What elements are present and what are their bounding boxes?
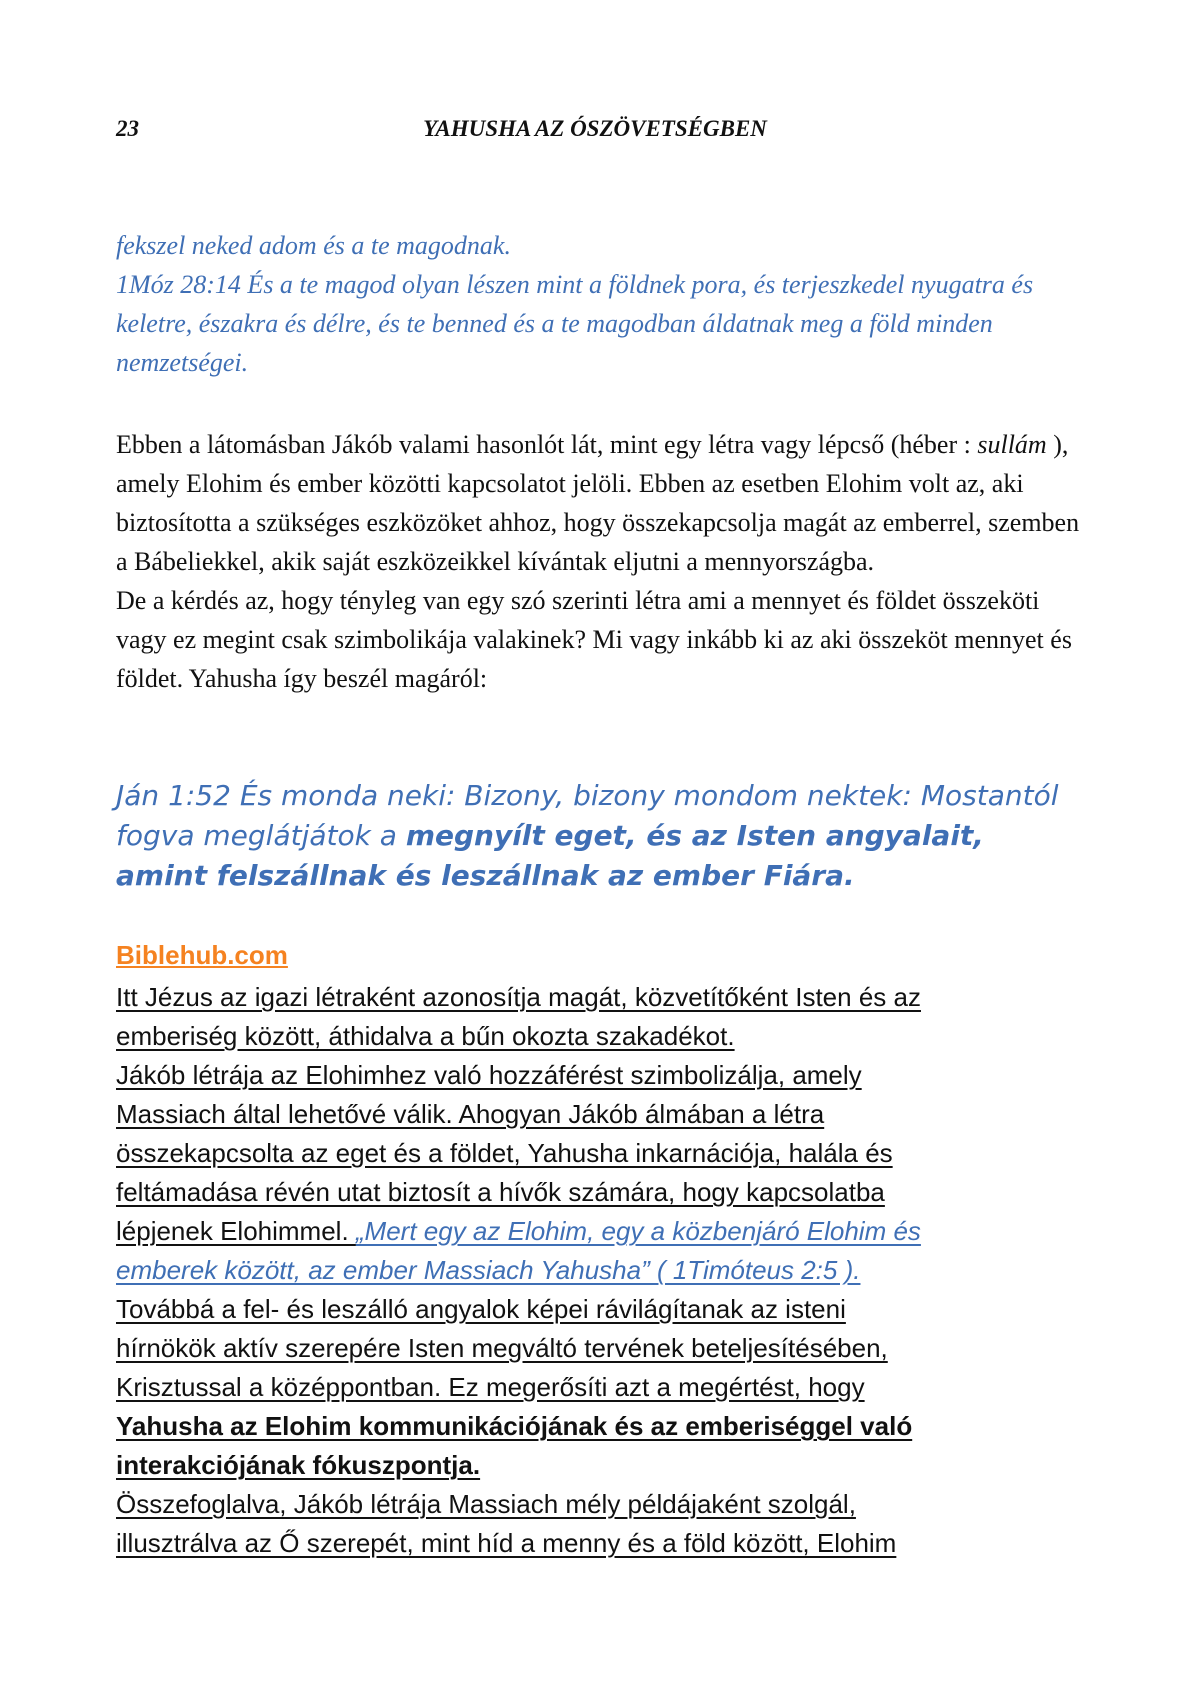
text-line — [116, 1485, 1080, 1524]
line-text: feltámadása révén utat biztosít a hívők számára, hogy kapcsolatba — [116, 1177, 885, 1207]
text-line — [116, 1446, 1080, 1485]
source-link-biblehub[interactable]: Biblehub.com — [116, 940, 288, 970]
line-text: illusztrálva az Ő szerepét, mint híd a menny és a föld között, Elohim — [116, 1528, 897, 1558]
text-line — [116, 1290, 1080, 1329]
scripture-quote-john — [116, 776, 1080, 896]
text-line — [116, 1329, 1080, 1368]
inline-quote: „Mert egy az Elohim, egy a közbenjáró Elohim és — [355, 1216, 921, 1246]
line-text: lépjenek Elohimmel. — [116, 1216, 356, 1246]
quote-text: Ján 1:52 És monda neki: Bizony, bizony mondom nektek: Mostantól fogva meglátjátok a — [116, 779, 1059, 852]
scripture-quote-genesis — [116, 226, 1080, 382]
text-line — [116, 1134, 1080, 1173]
paragraph-question: De a kérdés az, hogy tényleg van egy szó szerinti létra ami a mennyet és földet összeköti vagy ez megint csak szimbolikája valakinek? Mi vagy inkább ki az aki összeköt mennyet és földet. Yahusha így beszél magáról: — [116, 586, 1072, 693]
running-title: YAHUSHA AZ ÓSZÖVETSÉGBEN — [423, 116, 767, 141]
paragraph-text: Ebben a látomásban Jákób valami hasonlót lát, mint egy létra vagy lépcső (héber : — [116, 430, 978, 459]
text-line — [116, 1095, 1080, 1134]
page-header — [116, 116, 1074, 152]
text-line — [116, 1017, 1080, 1056]
text-line — [116, 1212, 1080, 1251]
line-text: Itt Jézus az igazi létraként azonosítja magát, közvetítőként Isten és az — [116, 982, 921, 1012]
bold-line-text: Yahusha az Elohim kommunikációjának és az emberiséggel való — [116, 1411, 913, 1441]
text-line — [116, 1056, 1080, 1095]
line-text: Összefoglalva, Jákób létrája Massiach mély példájaként szolgál, — [116, 1489, 856, 1519]
text-line — [116, 1251, 1080, 1290]
line-text: Massiach által lehetővé válik. Ahogyan Jákób álmában a létra — [116, 1099, 825, 1129]
commentary-text — [116, 978, 1080, 1563]
line-text: összekapcsolta az eget és a földet, Yahusha inkarnációja, halála és — [116, 1138, 893, 1168]
bold-line-text: interakciójának fókuszpontja. — [116, 1450, 481, 1480]
quote-verse: 1Móz 28:14 És a te magod olyan lészen mint a földnek pora, és terjeszkedel nyugatra és keletre, északra és délre, és te benned és a te magodban áldatnak meg a föld minden nemzetségei. — [116, 270, 1034, 377]
text-line — [116, 978, 1080, 1017]
quote-emphasis: megnyílt eget, és az Isten angyalait, amint felszállnak és leszállnak az ember Fiára. — [116, 819, 984, 892]
text-line — [116, 1173, 1080, 1212]
line-text: Továbbá a fel- és leszálló angyalok képei rávilágítanak az isteni — [116, 1294, 846, 1324]
text-line — [116, 1407, 1080, 1446]
text-line — [116, 1524, 1080, 1563]
inline-quote: emberek között, az ember Massiach Yahusha” ( 1Timóteus 2:5 ). — [116, 1255, 861, 1285]
line-text: Jákób létrája az Elohimhez való hozzáférést szimbolizálja, amely — [116, 1060, 862, 1090]
paragraph-text: ), amely Elohim és ember közötti kapcsolatot jelöli. Ebben az esetben Elohim volt az, aki biztosította a szükséges eszközöket ahhoz, hogy összekapcsolja magát az emberrel, szemben a Bábeliekkel, akik saját eszközeikkel kívántak eljutni a mennyországba. — [116, 430, 1080, 576]
quote-continuation: fekszel neked adom és a te magodnak. — [116, 231, 511, 260]
hebrew-term: sullám — [977, 430, 1047, 459]
line-text: emberiség között, áthidalva a bűn okozta szakadékot. — [116, 1021, 735, 1051]
text-line — [116, 1368, 1080, 1407]
line-text: hírnökök aktív szerepére Isten megváltó tervének beteljesítésében, — [116, 1333, 888, 1363]
body-text-1 — [116, 425, 1080, 698]
paragraph-ladder-vision — [116, 425, 1080, 581]
line-text: Krisztussal a középpontban. Ez megerősíti azt a megértést, hogy — [116, 1372, 865, 1402]
page-number: 23 — [116, 116, 139, 141]
